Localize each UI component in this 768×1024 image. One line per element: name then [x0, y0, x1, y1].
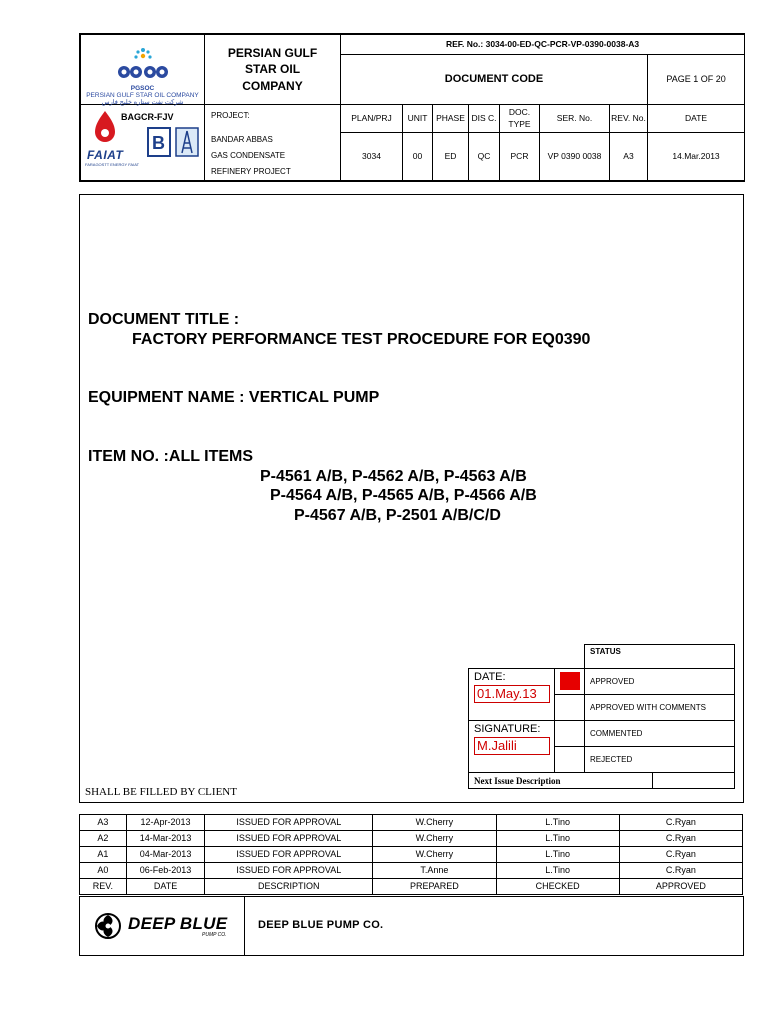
- col-doc-type: DOC. TYPE: [500, 105, 540, 133]
- revision-header-approved: APPROVED: [619, 879, 742, 895]
- revision-checked-cell: L.Tino: [496, 863, 619, 879]
- deep-blue-logo-text: DEEP BLUE: [128, 914, 228, 933]
- revision-header-row: [80, 879, 743, 895]
- next-issue-label: Next Issue Description: [469, 773, 653, 789]
- revision-prepared-cell: W.Cherry: [373, 815, 496, 831]
- company-name: [205, 35, 341, 105]
- page-number: PAGE 1 OF 20: [648, 55, 745, 105]
- approved-selected-marker: [560, 672, 580, 690]
- val-plan-prj: 3034: [341, 133, 403, 181]
- rejected-checkbox[interactable]: [555, 747, 585, 773]
- col-plan-prj: PLAN/PRJ: [341, 105, 403, 133]
- revision-date-cell: 14-Mar-2013: [126, 831, 205, 847]
- option-rejected: REJECTED: [585, 747, 735, 773]
- deep-blue-logo-sub: PUMP CO.: [202, 932, 227, 938]
- revision-approved-cell: C.Ryan: [619, 847, 742, 863]
- revision-checked-cell: L.Tino: [496, 847, 619, 863]
- revision-prepared-cell: T.Anne: [373, 863, 496, 879]
- company-line-2: STAR OIL: [244, 62, 301, 77]
- val-disc: QC: [469, 133, 500, 181]
- revision-checked-cell: L.Tino: [496, 815, 619, 831]
- option-commented: COMMENTED: [585, 721, 735, 747]
- document-code: DOCUMENT CODE: [341, 55, 648, 105]
- val-doc-type: PCR: [500, 133, 540, 181]
- revision-rev-cell: A2: [80, 831, 127, 847]
- revision-header-date: DATE: [126, 879, 205, 895]
- date-input[interactable]: [474, 685, 550, 703]
- svg-text:B: B: [152, 133, 165, 153]
- pgsoc-logo: [81, 35, 205, 105]
- header-table: [80, 34, 745, 181]
- revision-header-prepared: PREPARED: [373, 879, 496, 895]
- option-approved: APPROVED: [585, 669, 735, 695]
- date-value: 01.May.13: [477, 686, 537, 701]
- option-approved-with-comments: APPROVED WITH COMMENTS: [585, 695, 735, 721]
- revision-date-cell: 12-Apr-2013: [126, 815, 205, 831]
- revision-prepared-cell: W.Cherry: [373, 847, 496, 863]
- revision-description-cell: ISSUED FOR APPROVAL: [205, 831, 373, 847]
- pgsoc-fullname: PERSIAN GULF STAR OIL COMPANY: [86, 92, 199, 99]
- revision-date-cell: 04-Mar-2013: [126, 847, 205, 863]
- pgsoc-abbr: PGSOC: [130, 85, 155, 92]
- revision-header-description: DESCRIPTION: [205, 879, 373, 895]
- revision-row: [80, 831, 743, 847]
- document-header: [79, 33, 745, 182]
- status-box: [468, 644, 734, 789]
- doc-title: FACTORY PERFORMANCE TEST PROCEDURE FOR EQ0390: [132, 331, 591, 348]
- contractor-logos: [81, 105, 205, 181]
- revision-row: [80, 815, 743, 831]
- ref-number: REF. No.: 3034-00-ED-QC-PCR-VP-0390-0038-A3: [341, 35, 745, 55]
- project-line-1: BANDAR ABBAS: [211, 135, 273, 144]
- signature-value: M.Jalili: [477, 738, 517, 753]
- deep-blue-logo: [80, 897, 245, 955]
- revision-row: [80, 863, 743, 879]
- project-line-2: GAS CONDENSATE: [211, 151, 286, 160]
- doc-title-label: DOCUMENT TITLE :: [88, 311, 240, 328]
- faiat-logo-text: FAIAT: [87, 148, 124, 162]
- val-phase: ED: [433, 133, 469, 181]
- col-unit: UNIT: [403, 105, 433, 133]
- footer: [79, 896, 744, 956]
- revision-header-checked: CHECKED: [496, 879, 619, 895]
- revision-prepared-cell: W.Cherry: [373, 831, 496, 847]
- item-no: ITEM NO. :ALL ITEMS: [88, 448, 254, 465]
- pump-impeller-icon: [94, 912, 122, 940]
- revision-date-cell: 06-Feb-2013: [126, 863, 205, 879]
- bcc-logo-icon: [147, 127, 171, 157]
- revision-header-rev: REV.: [80, 879, 127, 895]
- revision-row: [80, 847, 743, 863]
- revision-approved-cell: C.Ryan: [619, 863, 742, 879]
- revision-description-cell: ISSUED FOR APPROVAL: [205, 815, 373, 831]
- val-ser-no: VP 0390 0038: [540, 133, 610, 181]
- revision-description-cell: ISSUED FOR APPROVAL: [205, 847, 373, 863]
- tower-logo-icon: [175, 127, 199, 157]
- approved-with-comments-checkbox[interactable]: [555, 695, 585, 721]
- revision-approved-cell: C.Ryan: [619, 831, 742, 847]
- equipment-name: EQUIPMENT NAME : VERTICAL PUMP: [88, 389, 380, 406]
- approved-checkbox[interactable]: [555, 669, 585, 695]
- date-cell: [469, 669, 555, 721]
- signature-input[interactable]: [474, 737, 550, 755]
- status-title: STATUS: [585, 645, 735, 669]
- col-disc: DIS C.: [469, 105, 500, 133]
- revision-history: [79, 814, 743, 895]
- col-phase: PHASE: [433, 105, 469, 133]
- revision-description-cell: ISSUED FOR APPROVAL: [205, 863, 373, 879]
- val-date: 14.Mar.2013: [648, 133, 745, 181]
- bagcr-label: BAGCR-FJV: [121, 112, 174, 122]
- items-line-1: P-4561 A/B, P-4562 A/B, P-4563 A/B: [260, 468, 527, 485]
- client-fill-note: SHALL BE FILLED BY CLIENT: [85, 786, 237, 798]
- revision-approved-cell: C.Ryan: [619, 815, 742, 831]
- col-rev-no: REV. No.: [610, 105, 648, 133]
- project-label: PROJECT:: [211, 111, 250, 120]
- signature-label: SIGNATURE:: [474, 723, 541, 735]
- commented-checkbox[interactable]: [555, 721, 585, 747]
- project-cell: [205, 105, 341, 181]
- items-line-3: P-4567 A/B, P-2501 A/B/C/D: [294, 507, 501, 524]
- status-table: [468, 644, 735, 789]
- val-rev-no: A3: [610, 133, 648, 181]
- col-ser-no: SER. No.: [540, 105, 610, 133]
- revision-rev-cell: A3: [80, 815, 127, 831]
- revision-table: [79, 814, 743, 895]
- company-line-3: COMPANY: [242, 78, 303, 93]
- project-line-3: REFINERY PROJECT: [211, 167, 291, 176]
- faiat-subtext: FARAGOSTT ENERGY FAIAT: [85, 162, 140, 167]
- signature-cell: [469, 721, 555, 773]
- next-issue-value[interactable]: [653, 773, 735, 789]
- footer-company-name: DEEP BLUE PUMP CO.: [258, 919, 384, 931]
- revision-checked-cell: L.Tino: [496, 831, 619, 847]
- revision-rev-cell: A0: [80, 863, 127, 879]
- pgsoc-farsi-name: شرکت نفت ستاره خلیج فارس: [101, 99, 184, 106]
- val-unit: 00: [403, 133, 433, 181]
- faiat-flame-icon: [91, 109, 119, 145]
- revision-rev-cell: A1: [80, 847, 127, 863]
- items-line-2: P-4564 A/B, P-4565 A/B, P-4566 A/B: [270, 487, 537, 504]
- col-date: DATE: [648, 105, 745, 133]
- date-label: DATE:: [474, 671, 506, 683]
- company-line-1: PERSIAN GULF: [227, 46, 318, 61]
